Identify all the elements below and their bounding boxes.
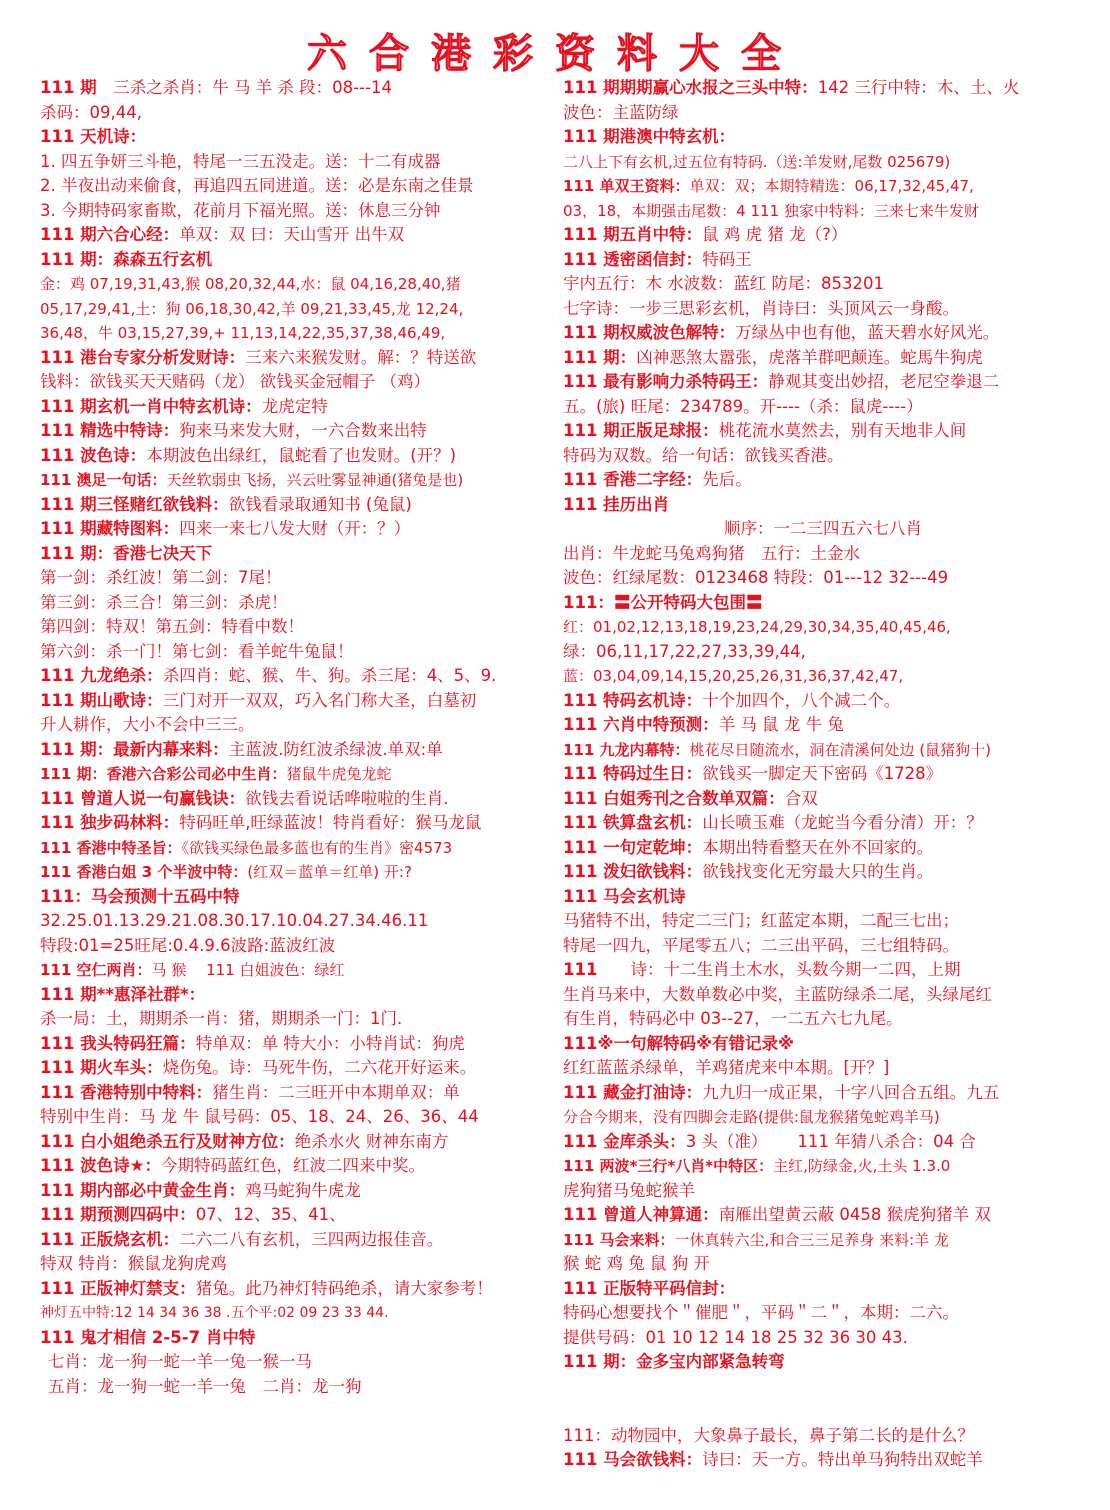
text-line [40, 223, 560, 248]
text-line [40, 640, 560, 665]
line-text: 羊 马 鼠 龙 牛 兔 [718, 715, 844, 734]
line-text: 今期特码蓝红色，红波二四来中奖。 [160, 1156, 425, 1175]
text-line [40, 811, 560, 836]
text-line [40, 101, 560, 126]
line-heading: 111 香港白姐 3 个半波中特： [40, 863, 248, 881]
line-heading: 111 单双王资料： [563, 177, 690, 195]
text-line [563, 860, 1083, 885]
text-line [40, 1056, 560, 1081]
text-line [563, 1130, 1083, 1155]
line-heading: 111 两波*三行*八肖*中特区： [563, 1157, 774, 1175]
line-text: 猪鼠牛虎兔龙蛇 [286, 765, 392, 783]
line-text: 提供号码：01 10 12 14 18 25 32 36 30 43. [563, 1327, 908, 1347]
line-text: 桃花尽日随流水，洞在清溪何处边 (鼠猪狗十) [689, 740, 992, 759]
text-line [563, 223, 1083, 248]
line-text: 钱料：欲钱买天天赌码（龙） 欲钱买金冠帽子 （鸡） [40, 372, 430, 391]
text-line [563, 591, 1083, 616]
line-text: 第一剑：杀红波！第二剑：7尾！ [40, 568, 282, 587]
line-text: 杀四肖：蛇、猴、牛、狗。杀三尾：4、5、9. [162, 666, 497, 685]
line-text: 07、12、35、41、 [195, 1205, 346, 1224]
line-text: 猪生肖：二三旺开中本期单双：单 [212, 1082, 460, 1102]
line-text: 鸡马蛇狗牛虎龙 [245, 1180, 361, 1200]
line-text: 二八上下有玄机,过五位有特码.（送:羊发财,尾数 025679) [563, 152, 951, 171]
line-heading: 111 白小姐绝杀五行及财神方位： [40, 1131, 295, 1151]
text-line [563, 1081, 1083, 1106]
line-text: 05,17,29,41,土：狗 06,18,30,42,羊 09,21,33,45,龙 12,24, [40, 299, 464, 318]
text-line [40, 517, 560, 542]
line-text: 分合今期来，没有四脚会走路(提供:鼠龙猴猪兔蛇鸡羊马) [563, 1108, 940, 1126]
line-heading: 111 白姐秀刊之合数单双篇： [563, 788, 785, 808]
spacer [563, 1375, 1083, 1424]
text-line [563, 1007, 1083, 1032]
line-heading: 111 九龙绝杀： [40, 666, 163, 685]
line-text: 南雁出望黄云蔽 0458 猴虎狗猪羊 双 [718, 1205, 991, 1224]
line-text: 三来六来猴发财。解：？特送欲 [245, 347, 477, 367]
text-line [563, 174, 1083, 199]
line-text: 杀码：09,44, [40, 102, 142, 122]
line-heading: 111：马会预测十五码中特 [40, 886, 240, 906]
line-text: 欲钱买一脚定天下密码《1728》 [702, 764, 943, 783]
line-text: 欲钱去看说话哗啦啦的生肖. [245, 788, 449, 808]
line-heading: 111 期：香港七决天下 [40, 543, 213, 563]
text-line [563, 1350, 1083, 1375]
text-line [40, 885, 560, 910]
text-line [40, 1301, 560, 1326]
line-text: 五。(旅) 旺尾：234789。开----（杀：鼠虎----） [563, 396, 923, 416]
text-line [40, 566, 560, 591]
line-text: 静观其变出妙招，老尼空拳退二 [768, 372, 1000, 391]
line-heading: 111 期五肖中特： [563, 225, 703, 244]
left-column [40, 76, 560, 1399]
line-text: 神灯五中特:12 14 34 36 38 .五个平:02 09 23 33 44. [40, 1305, 389, 1321]
text-line [40, 591, 560, 616]
line-text: 猪兔。此乃神灯特码绝杀，请大家参考！ [195, 1278, 493, 1298]
text-line [563, 1326, 1083, 1351]
line-text: 单双：双；本期特精选：06,17,32,45,47, [689, 177, 974, 195]
line-text: 四来一来七八发大财（开：？） [179, 519, 411, 538]
text-line [40, 1326, 560, 1351]
line-text: 七肖：龙一狗一蛇一羊一兔一猴一马 [48, 1352, 312, 1371]
text-line [40, 248, 560, 273]
line-text: 升人耕作，大小不会中三三。 [40, 715, 255, 734]
line-text: 特码为双数。给一句话：欲钱买香港。 [563, 445, 844, 465]
line-text: 绿：06,11,17,22,27,33,39,44, [563, 641, 806, 661]
text-line [563, 958, 1083, 983]
line-text: 天丝软弱虫飞扬，兴云吐雾显神通(猪兔是也) [166, 471, 464, 489]
line-text: 七字诗：一步三思彩玄机，肖诗曰：头顶风云一身酸。 [563, 298, 959, 318]
text-line [563, 297, 1083, 322]
text-line [40, 1007, 560, 1032]
line-heading: 111 正版神灯禁支： [40, 1278, 196, 1298]
text-line [40, 1130, 560, 1155]
text-line [563, 738, 1083, 763]
text-line [40, 174, 560, 199]
text-line [40, 713, 560, 738]
text-line [563, 640, 1083, 665]
line-heading: 111 期：香港六合彩公司必中生肖： [40, 765, 287, 783]
line-heading: 111 藏金打油诗： [563, 1082, 703, 1102]
line-text: (红双＝蓝单＝红单) 开:? [247, 863, 412, 881]
text-line [563, 101, 1083, 126]
line-heading: 111 期内部必中黄金生肖： [40, 1180, 246, 1200]
line-heading: 111 我头特码狂篇： [40, 1033, 196, 1053]
line-text: 顺序：一二三四五六七八肖 [724, 519, 922, 538]
line-text: 第三剑：杀三合！第三剑：杀虎！ [40, 592, 288, 612]
text-line [40, 1277, 560, 1302]
line-heading: 111 马会来料： [563, 1230, 675, 1249]
line-text: 山长喷玉难（龙蛇当今看分清）开：？ [702, 813, 983, 832]
line-text: 第六剑：杀一门！第七剑：看羊蛇牛兔鼠！ [40, 641, 354, 661]
line-heading: 111 马会欲钱料： [563, 1450, 703, 1469]
text-line [40, 1203, 560, 1228]
text-line [563, 909, 1083, 934]
text-line [563, 150, 1083, 175]
line-text: 绝杀水火 财神东南方 [294, 1131, 449, 1151]
text-line [563, 1424, 1083, 1449]
line-heading: 111 最有影响力杀特码王： [563, 372, 769, 391]
line-heading: 111 期火车头： [40, 1058, 163, 1077]
line-text: 2. 半夜出动来偷食，再追四五同进道。送：必是东南之佳景 [40, 176, 474, 195]
text-line [563, 615, 1083, 640]
line-heading: 111 期：最新内幕来料： [40, 739, 229, 759]
line-heading: 111 马会玄机诗 [563, 886, 686, 906]
text-line [40, 419, 560, 444]
text-line [40, 468, 560, 493]
text-line [40, 1032, 560, 1057]
text-line [40, 1252, 560, 1277]
text-line [563, 713, 1083, 738]
text-line [563, 934, 1083, 959]
line-heading: 111 铁算盘玄机： [563, 813, 703, 832]
text-line [563, 1056, 1083, 1081]
text-line [40, 370, 560, 395]
line-heading: 111 波色诗★： [40, 1156, 161, 1175]
text-line [563, 1105, 1083, 1130]
line-text: 142 三行中特：木、土、火 [817, 78, 1020, 97]
line-text: 特别中生肖：马 龙 牛 鼠号码：05、18、24、26、36、44 [40, 1107, 479, 1126]
line-heading: 111 空仁两肖： [40, 961, 152, 979]
line-text: 三杀之杀肖：牛 马 羊 杀 段：08---14 [96, 78, 393, 97]
line-text: 万绿丛中也有他，蓝天碧水好风光。 [735, 323, 1000, 342]
text-line [40, 1375, 560, 1400]
line-text: 特双 特肖：猴鼠龙狗虎鸡 [40, 1254, 227, 1273]
line-text: 三门对开一双双，巧入名门称大圣，白墓初 [162, 690, 477, 710]
text-line [563, 419, 1083, 444]
text-line [563, 517, 1083, 542]
line-heading: 111 期期期赢心水报之三头中特： [563, 78, 818, 97]
line-heading: 111 期： [563, 347, 637, 367]
text-line [40, 76, 560, 101]
line-heading: 111 期藏特图料： [40, 519, 180, 538]
line-text: 鼠 鸡 虎 猪 龙（?） [702, 225, 848, 244]
line-text: 特码旺单,旺绿蓝波！特肖看好：猴马龙鼠 [179, 813, 482, 832]
line-heading: 111 九龙内幕特： [563, 740, 690, 759]
line-heading: 111 特码玄机诗： [563, 690, 703, 710]
line-heading: 111 期：金多宝内部紧急转弯 [563, 1352, 785, 1371]
right-column [563, 76, 1083, 1473]
text-line [563, 1032, 1083, 1057]
text-line [563, 199, 1083, 224]
line-heading: 111 鬼才相信 2-5-7 肖中特 [40, 1327, 256, 1347]
text-line [563, 248, 1083, 273]
page-title: 六合港彩资料大全 [307, 31, 803, 77]
line-text: 先后。 [702, 470, 752, 489]
line-text: 合双 [784, 788, 818, 808]
line-heading: 111 [563, 960, 598, 979]
line-heading: 111 透密函信封： [563, 249, 703, 269]
line-text: 虎狗猪马兔蛇猴羊 [563, 1180, 695, 1200]
line-text: 3. 今期特码家畜欺，花前月下福光照。送：休息三分钟 [40, 200, 441, 220]
line-text: 欲钱看录取通知书 (兔鼠) [228, 494, 412, 514]
text-line [563, 811, 1083, 836]
line-heading: 111 精选中特诗： [40, 421, 180, 440]
text-line [563, 983, 1083, 1008]
text-line [563, 836, 1083, 861]
line-text: 猴 蛇 鸡 兔 鼠 狗 开 [563, 1254, 710, 1273]
text-line [40, 836, 560, 861]
text-line [40, 272, 560, 297]
text-line [40, 934, 560, 959]
text-line [563, 395, 1083, 420]
text-line [563, 444, 1083, 469]
text-line [563, 762, 1083, 787]
text-line [40, 738, 560, 763]
line-text: 出肖：牛龙蛇马兔鸡狗猪 五行：土金水 [563, 543, 860, 563]
line-text: 一休真转六尘,和合三三足养身 来料:羊 龙 [674, 1230, 949, 1249]
line-text: 特单双：单 特大小：小特肖试：狗虎 [195, 1033, 465, 1053]
line-heading: 111 天机诗： [40, 127, 147, 146]
text-line [40, 346, 560, 371]
line-text: 金：鸡 07,19,31,43,猴 08,20,32,44,水：鼠 04,16,28,40,猪 [40, 275, 461, 293]
line-heading: 111：〓公开特码大包围〓 [563, 592, 763, 612]
line-text: 特码心想要找个＂催肥＂，平码＂二＂，本期：二六。 [563, 1303, 959, 1322]
text-line [563, 468, 1083, 493]
text-line [40, 909, 560, 934]
text-line [40, 1350, 560, 1375]
line-text: 单双：双 曰：天山雪开 出牛双 [179, 225, 405, 244]
line-heading: 111 六肖中特预测： [563, 715, 719, 734]
line-heading: 111 挂历出肖 [563, 494, 670, 514]
line-text: 凶神恶煞太嚣张，虎落羊群吧颠连。蛇馬牛狗虎 [636, 347, 983, 367]
line-text: 有生肖，特码必中 03--27，一二五六七九尾。 [563, 1009, 903, 1028]
text-line [40, 787, 560, 812]
text-line [563, 1203, 1083, 1228]
line-text: 111：动物园中，大象鼻子最长，鼻子第二长的是什么？ [563, 1425, 974, 1445]
text-line [563, 321, 1083, 346]
text-line [40, 860, 560, 885]
text-line [563, 689, 1083, 714]
line-heading: 111 期三怪赌红欲钱料： [40, 494, 229, 514]
line-text: 十个加四个，八个减二个。 [702, 690, 901, 710]
text-line [40, 542, 560, 567]
line-heading: 111 期正版足球报： [563, 421, 719, 440]
text-line [563, 1228, 1083, 1253]
text-line [40, 199, 560, 224]
text-line [563, 493, 1083, 518]
line-text: 马 猴 111 白姐波色：绿红 [151, 961, 345, 979]
line-text: 第四剑：特双！第五剑：特看中数！ [40, 617, 304, 636]
text-line [40, 444, 560, 469]
line-heading: 111 香港二字经： [563, 470, 703, 489]
line-heading: 111※一句解特码※有错记录※ [563, 1033, 795, 1053]
line-heading: 111 期山歌诗： [40, 690, 163, 710]
line-text: 本期波色出绿红，鼠蛇看了也发财。(开？) [146, 445, 457, 465]
line-heading: 111 期：森森五行玄机 [40, 249, 213, 269]
text-line [563, 1277, 1083, 1302]
text-line [563, 1448, 1083, 1473]
line-text: 03，18，本期强击尾数：4 111 独家中特料：三来七来牛发财 [563, 201, 979, 220]
text-line [563, 76, 1083, 101]
line-text: 红红蓝蓝杀绿单，羊鸡猪虎来中本期。[开？] [563, 1058, 890, 1077]
line-heading: 111 期玄机一肖中特玄机诗： [40, 396, 262, 416]
line-text: 主蓝波.防红波杀绿波.单双:单 [228, 739, 443, 759]
text-line [40, 395, 560, 420]
line-text: 36,48，牛 03,15,27,39,+ 11,13,14,22,35,37,38,46,49, [40, 324, 446, 342]
text-line [563, 370, 1083, 395]
text-line [563, 1301, 1083, 1326]
line-text: 五肖：龙一狗一蛇一羊一兔 二肖：龙一狗 [48, 1376, 362, 1396]
line-heading: 111 正版烧玄机： [40, 1229, 180, 1249]
line-text: 3 头（准） 111 年猜八杀合：04 合 [685, 1131, 976, 1151]
line-heading: 111 独步码林料： [40, 813, 180, 832]
line-text: 桃花流水莫然去，别有天地非人间 [718, 421, 967, 440]
text-line [40, 150, 560, 175]
text-line [563, 542, 1083, 567]
text-line [40, 321, 560, 346]
line-text: 马猪特不出，特定二三门；红蓝定本期，二配三七出； [563, 911, 959, 930]
text-line [40, 1179, 560, 1204]
text-line [563, 1154, 1083, 1179]
line-heading: 111 香港中特圣旨： [40, 838, 182, 857]
line-text: 生肖马来中，大数单数必中奖，主蓝防绿杀二尾，头绿尾红 [563, 984, 992, 1004]
text-line [563, 664, 1083, 689]
line-heading: 111 期**惠泽社群*： [40, 984, 206, 1004]
line-text: 二六二八有玄机，三四两边报佳音。 [179, 1229, 444, 1249]
line-text: 32.25.01.13.29.21.08.30.17.10.04.27.34.46.11 [40, 911, 429, 930]
text-line [40, 1154, 560, 1179]
text-line [563, 787, 1083, 812]
line-heading: 111 期权威波色解特： [563, 323, 736, 342]
text-line [40, 1228, 560, 1253]
line-text: 欲钱找变化无穷最大只的生肖。 [702, 862, 934, 881]
text-line [40, 762, 560, 787]
line-heading: 111 期六合心经： [40, 225, 180, 244]
line-text: 狗来马来发大财，一六合数来出特 [179, 421, 427, 440]
text-line [40, 983, 560, 1008]
text-line [563, 125, 1083, 150]
text-line [563, 346, 1083, 371]
text-line [563, 885, 1083, 910]
text-line [563, 1252, 1083, 1277]
line-heading: 111 香港特别中特料： [40, 1082, 213, 1102]
text-line [40, 615, 560, 640]
line-text: 《欲钱买绿色最多蓝也有的生肖》密4573 [181, 838, 453, 857]
text-line [563, 566, 1083, 591]
line-text: 龙虎定特 [261, 396, 328, 416]
line-text: 九九归一成正果，十字八回合五组。九五 [702, 1082, 1000, 1102]
line-text: 杀一局：土，期期杀一肖：猪，期期杀一门：1门. [40, 1009, 403, 1028]
text-line [40, 493, 560, 518]
text-line [563, 1179, 1083, 1204]
line-heading: 111 曾道人神算通： [563, 1205, 719, 1224]
text-line [40, 664, 560, 689]
line-text: 诗曰：天一方。特出单马狗特出双蛇羊 [702, 1450, 983, 1469]
text-line [40, 1081, 560, 1106]
line-text: 本期出特看整天在外不回家的。 [702, 837, 934, 857]
text-line [40, 958, 560, 983]
line-text: 特段:01=25旺尾:0.4.9.6波路:蓝波红波 [40, 935, 336, 955]
text-line [563, 272, 1083, 297]
line-text: 烧伤兔。诗：马死牛伤，二六花开好运来。 [162, 1058, 477, 1077]
line-text: 波色：红绿尾数：0123468 特段：01---12 32---49 [563, 568, 949, 587]
line-heading: 111 特码过生日： [563, 764, 703, 783]
line-text: 红：01,02,12,13,18,19,23,24,29,30,34,35,40,45,46, [563, 618, 951, 636]
line-heading: 111 港台专家分析发财诗： [40, 347, 246, 367]
line-heading: 111 期港澳中特玄机： [563, 127, 736, 146]
line-heading: 111 金库杀头： [563, 1131, 686, 1151]
line-heading: 111 一句定乾坤： [563, 837, 703, 857]
line-text: 宇内五行：木 水波数：蓝红 防尾：853201 [563, 274, 884, 293]
line-text: 诗：十二生肖土木水，头数今期一二四，上期 [597, 960, 961, 979]
line-heading: 111 期预测四码中： [40, 1205, 196, 1224]
line-heading: 111 波色诗： [40, 445, 147, 465]
line-text: 1. 四五争妍三斗艳，特尾一三五没走。送：十二有成器 [40, 151, 441, 171]
line-text: 波色：主蓝防绿 [563, 102, 679, 122]
line-heading: 111 澳足一句话： [40, 471, 167, 489]
text-line [40, 297, 560, 322]
text-line [40, 689, 560, 714]
text-line [40, 1105, 560, 1130]
line-heading: 111 曾道人说一句赢钱诀： [40, 788, 246, 808]
line-heading: 111 期 [40, 78, 97, 97]
text-line [40, 125, 560, 150]
line-text: 特尾一四九，平尾零五八；二三出平码，三七组特码。 [563, 935, 959, 955]
line-heading: 111 泼妇欲钱料： [563, 862, 703, 881]
line-text: 蓝：03,04,09,14,15,20,25,26,31,36,37,42,47, [563, 667, 904, 685]
line-text: 主红,防绿金,火,土头 1.3.0 [773, 1157, 951, 1175]
line-text: 特码王 [702, 249, 752, 269]
line-heading: 111 正版特平码信封： [563, 1278, 736, 1298]
